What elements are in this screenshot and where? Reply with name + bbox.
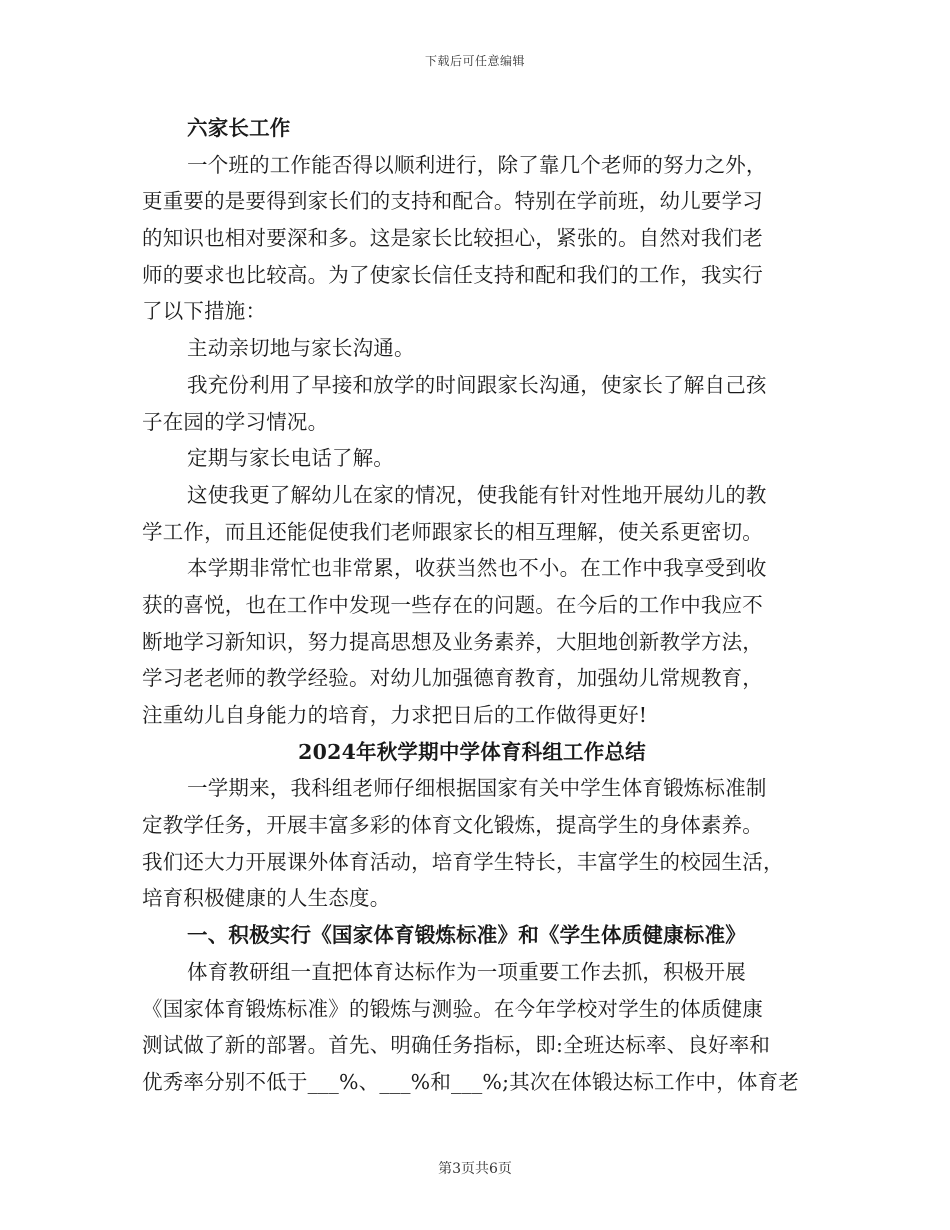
page-header: 下载后可任意编辑 (424, 54, 525, 68)
paragraph-line: 我们还大力开展课外体育活动，培育学生特长，丰富学生的校园生活， (142, 849, 784, 874)
document-title: 2024年秋学期中学体育科组工作总结 (298, 739, 646, 764)
paragraph-line: 了以下措施： (142, 299, 267, 324)
section-heading: 一、积极实行《国家体育锻炼标准》和《学生体质健康标准》 (187, 923, 746, 948)
document-body (142, 110, 802, 1101)
paragraph-line: 一个班的工作能否得以顺利进行，除了靠几个老师的努力之外， (187, 152, 767, 177)
paragraph-line: 师的要求也比较高。为了使家长信任支持和配和我们的工作，我实行 (142, 262, 763, 287)
paragraph-line: 这使我更了解幼儿在家的情况，使我能有针对性地开展幼儿的教 (187, 482, 767, 507)
paragraph-line: 主动亲切地与家长沟通。 (187, 336, 415, 361)
paragraph-line: 定期与家长电话了解。 (187, 446, 394, 471)
paragraph-line: 培育积极健康的人生态度。 (142, 886, 391, 911)
paragraph-line: 优秀率分别不低于___%、___%和___%;其次在体锻达标工作中，体育老 (142, 1069, 799, 1094)
paragraph-line: 体育教研组一直把体育达标作为一项重要工作去抓，积极开展 (187, 959, 746, 984)
paragraph-line: 测试做了新的部署。首先、明确任务指标，即:全班达标率、良好率和 (142, 1033, 771, 1058)
paragraph-line: 《国家体育锻炼标准》的锻炼与测验。在今年学校对学生的体质健康 (142, 996, 763, 1021)
paragraph-line: 一学期来，我科组老师仔细根据国家有关中学生体育锻炼标准制 (187, 776, 767, 801)
paragraph-line: 我充份利用了早接和放学的时间跟家长沟通，使家长了解自己孩 (187, 372, 767, 397)
paragraph-line: 学工作，而且还能促使我们老师跟家长的相互理解，使关系更密切。 (142, 519, 763, 544)
paragraph-line: 定教学任务，开展丰富多彩的体育文化锻炼，提高学生的身体素养。 (142, 813, 763, 838)
paragraph-line: 断地学习新知识，努力提高思想及业务素养，大胆地创新教学方法， (142, 629, 763, 654)
page-number: 第3页共6页 (438, 1161, 512, 1177)
paragraph-line: 本学期非常忙也非常累，收获当然也不小。在工作中我享受到收 (187, 556, 767, 581)
paragraph-line: 更重要的是要得到家长们的支持和配合。特别在学前班，幼儿要学习 (142, 189, 763, 214)
paragraph-line: 的知识也相对要深和多。这是家长比较担心，紧张的。自然对我们老 (142, 226, 763, 251)
paragraph-line: 子在园的学习情况。 (142, 409, 329, 434)
paragraph-line: 获的喜悦，也在工作中发现一些存在的问题。在今后的工作中我应不 (142, 592, 763, 617)
paragraph-line: 学习老老师的教学经验。对幼儿加强德育教育，加强幼儿常规教育， (142, 666, 763, 691)
paragraph-line: 注重幼儿自身能力的培育，力求把日后的工作做得更好! (142, 703, 648, 727)
section-heading: 六家长工作 (187, 116, 291, 140)
